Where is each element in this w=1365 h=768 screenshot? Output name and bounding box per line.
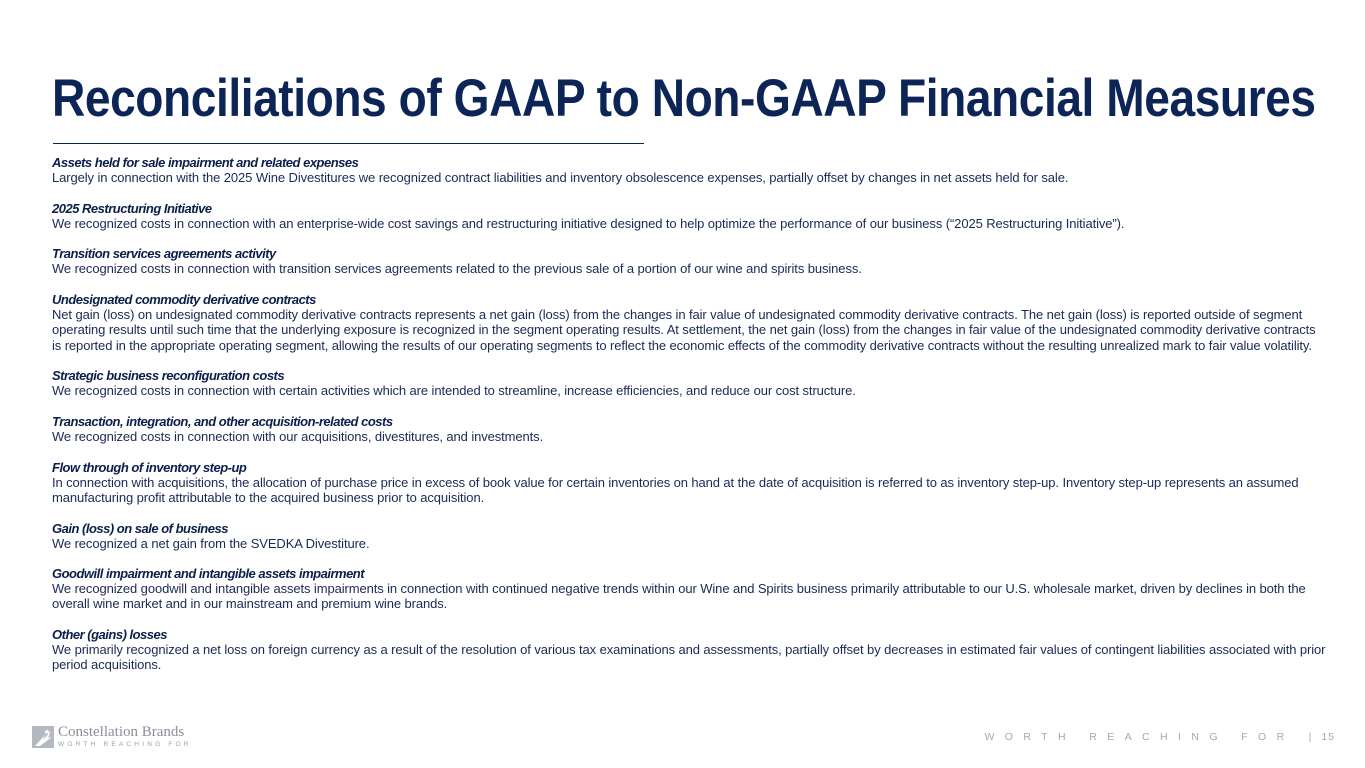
section-heading: Transaction, integration, and other acquisition-related costs xyxy=(52,413,393,429)
section-other-gains-losses xyxy=(52,627,1327,672)
title-divider xyxy=(53,143,644,144)
logo-name: Constellation Brands xyxy=(58,724,185,740)
section-assets-held-for-sale xyxy=(52,155,1327,185)
section-body: We primarily recognized a net loss on foreign currency as a result of the resolution of various tax examinations and assessments, partially offset by decreases in estimated fair values of contingent liabilities associated with prior period acquisitions. xyxy=(52,642,1326,673)
section-heading: Transition services agreements activity xyxy=(52,246,276,262)
section-body: We recognized costs in connection with our acquisitions, divestitures, and investments. xyxy=(52,428,544,444)
section-body: Largely in connection with the 2025 Wine Divestitures we recognized contract liabilities and inventory obsolescence expenses, partially offset by changes in net assets held for sale. xyxy=(52,170,1069,185)
section-inventory-step-up xyxy=(52,460,1327,505)
section-body: We recognized costs in connection with an enterprise-wide cost savings and restructuring initiative designed to help optimize the performance of our business (“2025 Restructuring Initiative”). xyxy=(52,215,1125,231)
section-body: We recognized costs in connection with certain activities which are intended to streamline, increase efficiencies, and reduce our cost structure. xyxy=(52,383,856,399)
section-heading: Gain (loss) on sale of business xyxy=(52,520,228,536)
section-transaction-costs xyxy=(52,414,1327,444)
section-sale-of-business xyxy=(52,521,1327,551)
footer xyxy=(984,731,1335,743)
page-number: 15 xyxy=(1321,731,1335,743)
section-heading: Strategic business reconfiguration costs xyxy=(52,368,285,384)
section-heading: Undesignated commodity derivative contracts xyxy=(52,292,316,308)
section-body: We recognized a net gain from the SVEDKA Divestiture. xyxy=(52,535,370,551)
section-body: Net gain (loss) on undesignated commodity derivative contracts represents a net gain (loss) from the changes in fair value of undesignated commodity derivative contracts. The net gain (loss) is reported outside of segment operating results until such time that the underlying exposure is recognized in the segment operating results. At settlement, the net gain (loss) from the changes in fair value of the undesignated commodity derivative contracts is reported in the appropriate operating segment, allowing the results of our operating segments to reflect the economic effects of the commodity derivative contracts without the resulting unrealized mark to fair value volatility. xyxy=(52,307,1316,353)
section-body: We recognized goodwill and intangible assets impairments in connection with continued negative trends within our Wine and Spirits business primarily attributable to our U.S. wholesale market, driven by declines in both the overall wine market and in our mainstream and premium wine brands. xyxy=(52,581,1306,612)
section-heading: Flow through of inventory step-up xyxy=(52,459,247,475)
company-logo xyxy=(32,724,192,749)
section-transition-services xyxy=(52,246,1327,276)
section-goodwill-impairment xyxy=(52,566,1327,611)
logo-tagline: WORTH REACHING FOR xyxy=(58,741,192,748)
definitions-list xyxy=(52,155,1327,688)
section-heading: 2025 Restructuring Initiative xyxy=(52,200,212,216)
section-commodity-derivatives xyxy=(52,292,1327,353)
section-body: In connection with acquisitions, the allocation of purchase price in excess of book value for certain inventories on hand at the date of acquisition is referred to as inventory step-up. Inventory step-up represents an assumed manufacturing profit attributable to the acquired business prior to acquisition. xyxy=(52,474,1299,505)
section-restructuring-initiative xyxy=(52,201,1327,231)
footer-tagline: WORTH REACHING FOR xyxy=(984,731,1295,743)
section-body: We recognized costs in connection with transition services agreements related to the previous sale of a portion of our wine and spirits business. xyxy=(52,261,862,277)
logo-text xyxy=(58,724,192,749)
section-heading: Other (gains) losses xyxy=(52,627,167,643)
section-heading: Goodwill impairment and intangible assets impairment xyxy=(52,566,365,582)
section-heading: Assets held for sale impairment and related expenses xyxy=(52,155,359,170)
page-title: Reconciliations of GAAP to Non-GAAP Financial Measures xyxy=(52,69,1316,128)
section-strategic-reconfiguration xyxy=(52,368,1327,398)
footer-divider: | xyxy=(1308,731,1312,743)
star-logo-icon xyxy=(32,726,54,748)
